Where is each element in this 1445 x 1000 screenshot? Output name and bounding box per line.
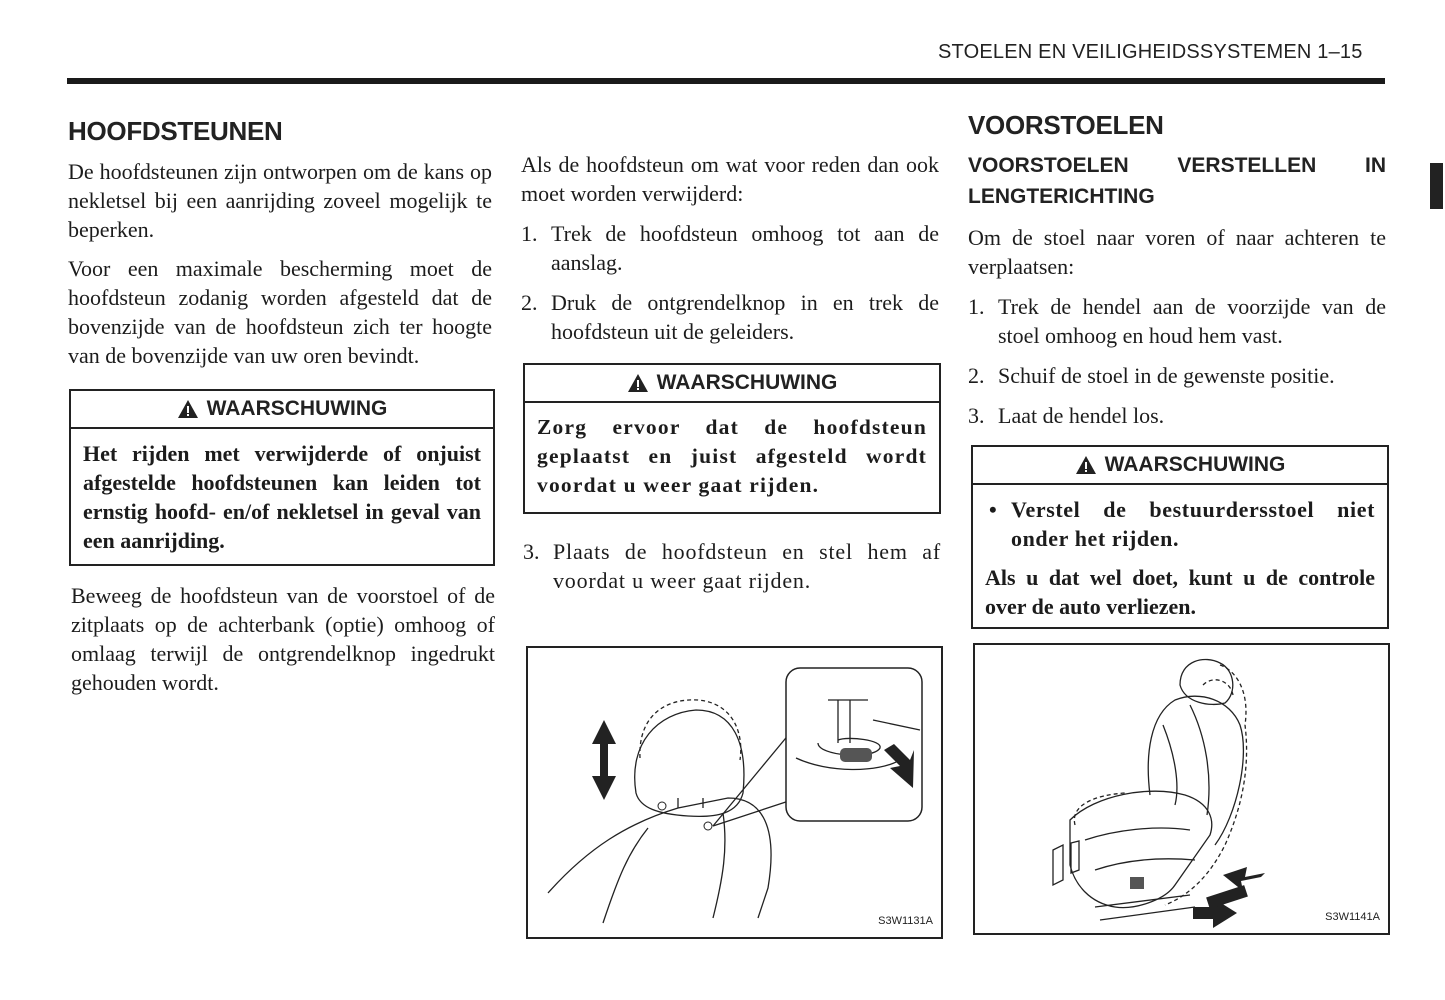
warning-triangle-icon xyxy=(1075,455,1097,475)
list-item: 3. Laat de hendel los. xyxy=(968,403,1165,428)
warning-title xyxy=(71,391,493,429)
list-item: 2. Schuif de stoel in de gewenste positie. xyxy=(968,363,1335,388)
list-item: 1. Trek de hoofdsteun omhoog tot aan de aanslag. xyxy=(521,221,939,275)
warning-triangle-icon xyxy=(627,373,649,393)
warning-title xyxy=(525,365,939,403)
warning-title-text: WAARSCHUWING xyxy=(1104,453,1286,476)
list-item: 1. Trek de hendel aan de voorzijde van de stoel omhoog en houd hem vast. xyxy=(968,294,1386,348)
warning-box-right xyxy=(971,445,1389,629)
paragraph-protection: Voor een maximale bescherming moet de hoofdsteun zodanig worden afgesteld dat de bovenzijde van de hoofdsteun zich ter hoogte van de bovenzijde van uw oren bevindt. xyxy=(68,256,492,368)
paragraph-adjust: Beweeg de hoofdsteun van de voorstoel of de zitplaats op de achterbank (optie) omhoog of omlaag terwijl de ontgrendelknop ingedrukt gehouden wordt. xyxy=(71,583,495,695)
section-heading-voorstoelen: VOORSTOELEN xyxy=(968,110,1164,140)
section-tab-marker xyxy=(1430,163,1443,209)
warning-title xyxy=(973,447,1387,485)
warning-box-left xyxy=(69,389,495,566)
paragraph-intro: De hoofdsteunen zijn ontworpen om de kans op nekletsel bij een aanrijding zoveel mogelijk te beperken. xyxy=(68,159,492,242)
warning-text: Als u dat wel doet, kunt u de controle over de auto verliezen. xyxy=(985,565,1375,619)
warning-text: Het rijden met verwijderde of onjuist afgestelde hoofdsteunen kan leiden tot ernstig hoofd- en/of nekletsel in geval van een aanrijding. xyxy=(83,441,481,553)
warning-title-text: WAARSCHUWING xyxy=(656,371,838,394)
headrest-illustration xyxy=(528,648,941,937)
warning-content xyxy=(973,485,1387,627)
figure-headrest xyxy=(526,646,943,939)
page-header: STOELEN EN VEILIGHEIDSSYSTEMEN 1–15 xyxy=(938,41,1363,63)
subheading-lengthwise: VOORSTOELEN VERSTELLEN IN LENGTERICHTING xyxy=(968,154,1386,208)
warning-bullet-item: • Verstel de bestuurdersstoel niet onder het rijden. xyxy=(989,497,1375,551)
figure-code: S3W1141A xyxy=(1325,911,1380,923)
figure-seat xyxy=(973,643,1390,935)
list-item: 2. Druk de ontgrendelknop in en trek de hoofdsteun uit de geleiders. xyxy=(521,290,939,344)
header-rule xyxy=(67,78,1385,84)
warning-title-text: WAARSCHUWING xyxy=(206,397,388,420)
figure-code: S3W1131A xyxy=(878,915,933,927)
list-item: 3. Plaats de hoofdsteun en stel hem af voordat u weer gaat rijden. xyxy=(523,539,941,593)
section-heading-hoofdsteunen: HOOFDSTEUNEN xyxy=(68,116,283,146)
paragraph-seat-intro: Om de stoel naar voren of naar achteren te verplaatsen: xyxy=(968,225,1386,279)
warning-text: Zorg ervoor dat de hoofdsteun geplaatst en juist afgesteld wordt voordat u weer gaat rijden. xyxy=(537,415,927,497)
seat-illustration xyxy=(975,645,1388,933)
paragraph-remove-intro: Als de hoofdsteun om wat voor reden dan ook moet worden verwijderd: xyxy=(521,152,939,206)
warning-box-middle xyxy=(523,363,941,514)
warning-triangle-icon xyxy=(177,399,199,419)
